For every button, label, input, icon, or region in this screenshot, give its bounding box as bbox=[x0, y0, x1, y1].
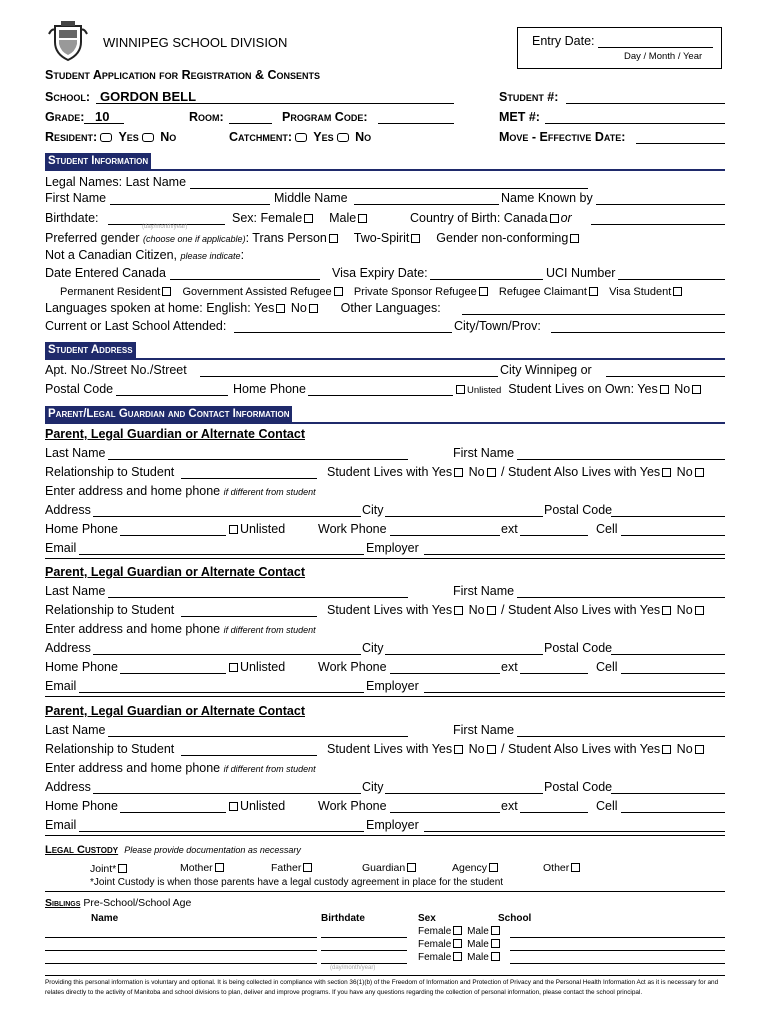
current-school-input[interactable] bbox=[234, 332, 452, 333]
parent-first-name-label: First Name bbox=[453, 446, 515, 460]
parent-guardian-heading: Parent/Legal Guardian and Contact Information bbox=[45, 406, 292, 423]
employer-label: Employer bbox=[366, 541, 419, 555]
unlisted-option: Unlisted bbox=[227, 799, 285, 814]
postal-code-label: Postal Code bbox=[45, 382, 114, 396]
work-phone-label: Work Phone bbox=[318, 660, 387, 674]
school-value: GORDON BELL bbox=[100, 89, 197, 104]
employer-label: Employer bbox=[366, 818, 419, 832]
parent-2-first-name-input[interactable] bbox=[517, 597, 725, 598]
address-label: Address bbox=[45, 641, 91, 655]
section-divider bbox=[45, 558, 725, 559]
not-canadian-label: Not a Canadian Citizen, please indicate: bbox=[45, 248, 245, 262]
parent-block-title: Parent, Legal Guardian or Alternate Contact bbox=[45, 427, 306, 441]
sibling-sex-options: Female Male bbox=[418, 926, 502, 937]
parent-2-home-phone-input[interactable] bbox=[120, 673, 226, 674]
birthdate-label: Birthdate: bbox=[45, 211, 99, 225]
lives-with-field: Student Lives with Yes No / Student Also Lives with Yes No bbox=[327, 742, 706, 757]
parent-1-last-name-input[interactable] bbox=[108, 459, 408, 460]
enter-address-note: Enter address and home phone if different from student bbox=[45, 484, 316, 498]
parent-2-last-name-input[interactable] bbox=[108, 597, 408, 598]
student-number-input[interactable] bbox=[566, 103, 725, 104]
legal-custody-heading-row: Legal Custody Please provide documentation as necessary bbox=[45, 844, 301, 856]
parent-1-also-lives-yes-checkbox[interactable] bbox=[662, 468, 671, 477]
parent-1-ext-input[interactable] bbox=[520, 535, 588, 536]
permanent-resident-checkbox[interactable] bbox=[162, 287, 171, 296]
siblings-heading: Siblings bbox=[45, 897, 81, 909]
custody-other-checkbox[interactable] bbox=[571, 863, 580, 872]
cell-label: Cell bbox=[596, 522, 618, 536]
catchment-yes-checkbox[interactable] bbox=[295, 133, 307, 142]
city-label: City Winnipeg or bbox=[500, 363, 592, 377]
relationship-label: Relationship to Student bbox=[45, 603, 175, 617]
date-entered-canada-label: Date Entered Canada bbox=[45, 266, 166, 280]
school-input[interactable] bbox=[96, 103, 454, 104]
sibling-birth-hint: (day/month/year) bbox=[330, 965, 376, 971]
section-divider bbox=[45, 975, 725, 976]
student-information-heading: Student Information bbox=[45, 153, 151, 170]
resident-no-checkbox[interactable] bbox=[142, 133, 154, 142]
siblings-col-birthdate: Birthdate bbox=[321, 913, 365, 924]
parent-1-email-input[interactable] bbox=[79, 554, 364, 555]
parent-2-postal-code-input[interactable] bbox=[611, 654, 725, 655]
unlisted-checkbox[interactable] bbox=[456, 385, 465, 394]
email-label: Email bbox=[45, 541, 77, 555]
entry-date-input[interactable] bbox=[598, 47, 713, 48]
sibling-3-school-input[interactable] bbox=[510, 963, 725, 964]
parent-1-postal-code-input[interactable] bbox=[611, 516, 725, 517]
parent-3-city-input[interactable] bbox=[385, 793, 543, 794]
program-code-input[interactable] bbox=[378, 123, 454, 124]
parent-1-address-input[interactable] bbox=[93, 516, 361, 517]
uci-number-input[interactable] bbox=[618, 279, 725, 280]
preferred-gender-field: Preferred gender (choose one if applicable): Trans Person Two-Spirit Gender non-conforming bbox=[45, 231, 581, 247]
refugee-claimant-checkbox[interactable] bbox=[589, 287, 598, 296]
entry-date-hint: Day / Month / Year bbox=[624, 51, 703, 62]
sibling-sex-options: Female Male bbox=[418, 952, 502, 963]
city-label: City bbox=[362, 503, 384, 517]
student-address-heading: Student Address bbox=[45, 342, 136, 359]
ext-label: ext bbox=[501, 660, 518, 674]
parent-2-relationship-input[interactable] bbox=[181, 616, 317, 617]
parent-last-name-label: Last Name bbox=[45, 723, 106, 737]
parent-2-employer-input[interactable] bbox=[424, 692, 725, 693]
lives-on-own-yes-checkbox[interactable] bbox=[660, 385, 669, 394]
middle-name-input[interactable] bbox=[354, 204, 499, 205]
parent-2-lives-with-yes-checkbox[interactable] bbox=[454, 606, 463, 615]
email-label: Email bbox=[45, 818, 77, 832]
unlisted-option: Unlisted Student Lives on Own: Yes No bbox=[454, 382, 703, 398]
custody-joint-checkbox[interactable] bbox=[118, 864, 127, 873]
parent-3-home-phone-input[interactable] bbox=[120, 812, 226, 813]
siblings-col-name: Name bbox=[91, 913, 119, 924]
lives-on-own-no-checkbox[interactable] bbox=[692, 385, 701, 394]
work-phone-label: Work Phone bbox=[318, 522, 387, 536]
employer-label: Employer bbox=[366, 679, 419, 693]
postal-code-label: Postal Code bbox=[544, 780, 613, 794]
custody-agency-checkbox[interactable] bbox=[489, 863, 498, 872]
address-label: Address bbox=[45, 780, 91, 794]
unlisted-option: Unlisted bbox=[227, 522, 285, 537]
home-phone-label: Home Phone bbox=[45, 522, 118, 536]
section-divider bbox=[45, 422, 725, 424]
parent-1-city-input[interactable] bbox=[385, 516, 543, 517]
grade-value: 10 bbox=[95, 109, 110, 124]
custody-agency: Agency bbox=[452, 862, 500, 874]
parent-3-employer-input[interactable] bbox=[424, 831, 725, 832]
enter-address-note: Enter address and home phone if different from student bbox=[45, 761, 316, 775]
school-label: School: bbox=[45, 90, 90, 104]
apt-street-input[interactable] bbox=[200, 376, 498, 377]
move-effective-date-input[interactable] bbox=[636, 143, 725, 144]
parent-1-work-phone-input[interactable] bbox=[390, 535, 500, 536]
parent-3-relationship-input[interactable] bbox=[181, 755, 317, 756]
date-entered-canada-input[interactable] bbox=[170, 279, 320, 280]
postal-code-input[interactable] bbox=[116, 395, 228, 396]
city-town-prov-label: City/Town/Prov: bbox=[454, 319, 541, 333]
parent-2-also-lives-no-checkbox[interactable] bbox=[695, 606, 704, 615]
parent-3-lives-with-yes-checkbox[interactable] bbox=[454, 745, 463, 754]
home-phone-label: Home Phone bbox=[45, 799, 118, 813]
sibling-1-female-checkbox[interactable] bbox=[453, 926, 462, 935]
division-crest-logo bbox=[47, 20, 89, 62]
parent-block-title: Parent, Legal Guardian or Alternate Contact bbox=[45, 704, 306, 718]
country-of-birth-input[interactable] bbox=[591, 224, 725, 225]
gender-non-conforming-checkbox[interactable] bbox=[570, 234, 579, 243]
address-label: Address bbox=[45, 503, 91, 517]
custody-mother-checkbox[interactable] bbox=[215, 863, 224, 872]
sex-field: Sex: Female Male bbox=[232, 211, 369, 226]
parent-2-cell-input[interactable] bbox=[621, 673, 725, 674]
sibling-2-female-checkbox[interactable] bbox=[453, 939, 462, 948]
custody-options: Joint* bbox=[90, 862, 129, 876]
section-divider bbox=[45, 696, 725, 697]
privacy-notice-line-2: relates directly to the activity of Manitoba and school divisions to plan, deliver and improve programs. If you have any questions regarding the collection of personal information, please contact the school principal. bbox=[45, 989, 643, 996]
legal-custody-heading: Legal Custody bbox=[45, 844, 119, 856]
first-name-label: First Name bbox=[45, 191, 107, 205]
custody-guardian-checkbox[interactable] bbox=[407, 863, 416, 872]
custody-father: Father bbox=[271, 862, 314, 874]
grade-label: Grade: bbox=[45, 110, 85, 124]
visa-expiry-label: Visa Expiry Date: bbox=[332, 266, 428, 280]
sibling-3-male-checkbox[interactable] bbox=[491, 952, 500, 961]
parent-3-first-name-input[interactable] bbox=[517, 736, 725, 737]
privacy-notice-line-1: Providing this personal information is voluntary and optional. It is being collected in compliance with section 36(1)(b) of the Freedom of Information and Protection of Privacy and the Personal Health Information Act as it is necessary for and bbox=[45, 979, 719, 986]
name-known-by-label: Name Known by bbox=[501, 191, 593, 205]
sibling-1-name-input[interactable] bbox=[45, 937, 317, 938]
home-phone-label: Home Phone bbox=[45, 660, 118, 674]
city-label: City bbox=[362, 780, 384, 794]
relationship-label: Relationship to Student bbox=[45, 742, 175, 756]
private-refugee-checkbox[interactable] bbox=[479, 287, 488, 296]
parent-1-first-name-input[interactable] bbox=[517, 459, 725, 460]
parent-2-lives-with-no-checkbox[interactable] bbox=[487, 606, 496, 615]
parent-first-name-label: First Name bbox=[453, 723, 515, 737]
current-school-label: Current or Last School Attended: bbox=[45, 319, 227, 333]
parent-1-relationship-input[interactable] bbox=[181, 478, 317, 479]
met-input[interactable] bbox=[545, 123, 725, 124]
resident-label: Resident: Yes No bbox=[45, 130, 177, 144]
parent-1-cell-input[interactable] bbox=[621, 535, 725, 536]
parent-3-address-input[interactable] bbox=[93, 793, 361, 794]
parent-2-also-lives-yes-checkbox[interactable] bbox=[662, 606, 671, 615]
parent-2-ext-input[interactable] bbox=[520, 673, 588, 674]
parent-2-address-input[interactable] bbox=[93, 654, 361, 655]
trans-person-checkbox[interactable] bbox=[329, 234, 338, 243]
two-spirit-checkbox[interactable] bbox=[411, 234, 420, 243]
entry-date-box bbox=[517, 27, 722, 69]
english-no-checkbox[interactable] bbox=[309, 304, 318, 313]
parent-3-work-phone-input[interactable] bbox=[390, 812, 500, 813]
division-name: WINNIPEG SCHOOL DIVISION bbox=[103, 35, 288, 50]
catchment-no-checkbox[interactable] bbox=[337, 133, 349, 142]
move-effective-date-label: Move - Effective Date: bbox=[499, 130, 626, 144]
section-divider bbox=[45, 891, 725, 892]
parent-3-lives-with-no-checkbox[interactable] bbox=[487, 745, 496, 754]
custody-father-checkbox[interactable] bbox=[303, 863, 312, 872]
parent-last-name-label: Last Name bbox=[45, 584, 106, 598]
program-code-label: Program Code: bbox=[282, 110, 368, 124]
parent-3-email-input[interactable] bbox=[79, 831, 364, 832]
grade-input[interactable] bbox=[84, 123, 124, 124]
uci-number-label: UCI Number bbox=[546, 266, 616, 280]
entry-date-label: Entry Date: bbox=[532, 34, 595, 48]
custody-other: Other bbox=[543, 862, 582, 874]
other-languages-input[interactable] bbox=[462, 314, 725, 315]
parent-1-lives-with-yes-checkbox[interactable] bbox=[454, 468, 463, 477]
sibling-sex-options: Female Male bbox=[418, 939, 502, 950]
cell-label: Cell bbox=[596, 799, 618, 813]
sibling-2-school-input[interactable] bbox=[510, 950, 725, 951]
postal-code-label: Postal Code bbox=[544, 503, 613, 517]
english-yes-checkbox[interactable] bbox=[276, 304, 285, 313]
parent-2-work-phone-input[interactable] bbox=[390, 673, 500, 674]
parent-3-also-lives-no-checkbox[interactable] bbox=[695, 745, 704, 754]
city-input[interactable] bbox=[606, 376, 725, 377]
parent-1-employer-input[interactable] bbox=[424, 554, 725, 555]
sex-female-checkbox[interactable] bbox=[304, 214, 313, 223]
parent-2-email-input[interactable] bbox=[79, 692, 364, 693]
catchment-label: Catchment: Yes No bbox=[229, 130, 372, 144]
parent-1-home-phone-input[interactable] bbox=[120, 535, 226, 536]
apt-street-label: Apt. No./Street No./Street bbox=[45, 363, 187, 377]
siblings-col-sex: Sex bbox=[418, 913, 436, 924]
sibling-1-male-checkbox[interactable] bbox=[491, 926, 500, 935]
student-number-label: Student #: bbox=[499, 90, 559, 104]
section-divider bbox=[45, 169, 725, 171]
ext-label: ext bbox=[501, 799, 518, 813]
home-phone-label: Home Phone bbox=[233, 382, 306, 396]
parent-2-city-input[interactable] bbox=[385, 654, 543, 655]
parent-3-also-lives-yes-checkbox[interactable] bbox=[662, 745, 671, 754]
custody-mother: Mother bbox=[180, 862, 226, 874]
sibling-3-female-checkbox[interactable] bbox=[453, 952, 462, 961]
sibling-1-school-input[interactable] bbox=[510, 937, 725, 938]
parent-3-last-name-input[interactable] bbox=[108, 736, 408, 737]
parent-3-unlisted-checkbox[interactable] bbox=[229, 802, 238, 811]
postal-code-label: Postal Code bbox=[544, 641, 613, 655]
sibling-2-birthdate-input[interactable] bbox=[321, 950, 407, 951]
siblings-heading-row: Siblings Pre-School/School Age bbox=[45, 897, 192, 909]
custody-guardian: Guardian bbox=[362, 862, 418, 874]
parent-3-cell-input[interactable] bbox=[621, 812, 725, 813]
section-divider bbox=[45, 835, 725, 836]
legal-last-name-input[interactable] bbox=[190, 188, 588, 189]
visa-student-checkbox[interactable] bbox=[673, 287, 682, 296]
legal-last-name-label: Legal Names: Last Name bbox=[45, 175, 187, 189]
siblings-col-school: School bbox=[498, 913, 532, 924]
city-label: City bbox=[362, 641, 384, 655]
lives-with-field: Student Lives with Yes No / Student Also Lives with Yes No bbox=[327, 465, 706, 480]
parent-1-lives-with-no-checkbox[interactable] bbox=[487, 468, 496, 477]
form-title: Student Application for Registration & Consents bbox=[45, 68, 321, 82]
immigration-status-options: Permanent Resident Government Assisted Refugee Private Sponsor Refugee Refugee Claimant Visa Student bbox=[60, 285, 684, 299]
languages-field: Languages spoken at home: English: Yes No Other Languages: bbox=[45, 301, 441, 315]
joint-custody-footnote: *Joint Custody is when those parents have a legal custody agreement in place for the student bbox=[90, 877, 504, 888]
unlisted-option: Unlisted bbox=[227, 660, 285, 675]
sibling-1-birthdate-input[interactable] bbox=[321, 937, 407, 938]
room-label: Room: bbox=[189, 110, 224, 124]
enter-address-note: Enter address and home phone if different from student bbox=[45, 622, 316, 636]
parent-3-ext-input[interactable] bbox=[520, 812, 588, 813]
sibling-2-male-checkbox[interactable] bbox=[491, 939, 500, 948]
room-input[interactable] bbox=[229, 123, 272, 124]
parent-last-name-label: Last Name bbox=[45, 446, 106, 460]
ext-label: ext bbox=[501, 522, 518, 536]
parent-block-title: Parent, Legal Guardian or Alternate Contact bbox=[45, 565, 306, 579]
parent-2-unlisted-checkbox[interactable] bbox=[229, 663, 238, 672]
country-canada-checkbox[interactable] bbox=[550, 214, 559, 223]
sibling-3-birthdate-input[interactable] bbox=[321, 963, 407, 964]
name-known-by-input[interactable] bbox=[596, 204, 725, 205]
parent-1-also-lives-no-checkbox[interactable] bbox=[695, 468, 704, 477]
middle-name-label: Middle Name bbox=[274, 191, 348, 205]
met-label: MET #: bbox=[499, 110, 540, 124]
home-phone-input[interactable] bbox=[308, 395, 453, 396]
city-town-prov-input[interactable] bbox=[551, 332, 725, 333]
parent-first-name-label: First Name bbox=[453, 584, 515, 598]
parent-3-postal-code-input[interactable] bbox=[611, 793, 725, 794]
sex-male-checkbox[interactable] bbox=[358, 214, 367, 223]
sibling-2-name-input[interactable] bbox=[45, 950, 317, 951]
parent-1-unlisted-checkbox[interactable] bbox=[229, 525, 238, 534]
gov-refugee-checkbox[interactable] bbox=[334, 287, 343, 296]
email-label: Email bbox=[45, 679, 77, 693]
cell-label: Cell bbox=[596, 660, 618, 674]
visa-expiry-input[interactable] bbox=[430, 279, 543, 280]
country-of-birth-field: Country of Birth: Canada or bbox=[410, 211, 572, 225]
birthdate-hint: (day/month/year) bbox=[142, 224, 188, 230]
lives-with-field: Student Lives with Yes No / Student Also Lives with Yes No bbox=[327, 603, 706, 618]
relationship-label: Relationship to Student bbox=[45, 465, 175, 479]
first-name-input[interactable] bbox=[110, 204, 270, 205]
section-divider bbox=[45, 358, 725, 360]
resident-yes-checkbox[interactable] bbox=[100, 133, 112, 142]
sibling-3-name-input[interactable] bbox=[45, 963, 317, 964]
work-phone-label: Work Phone bbox=[318, 799, 387, 813]
